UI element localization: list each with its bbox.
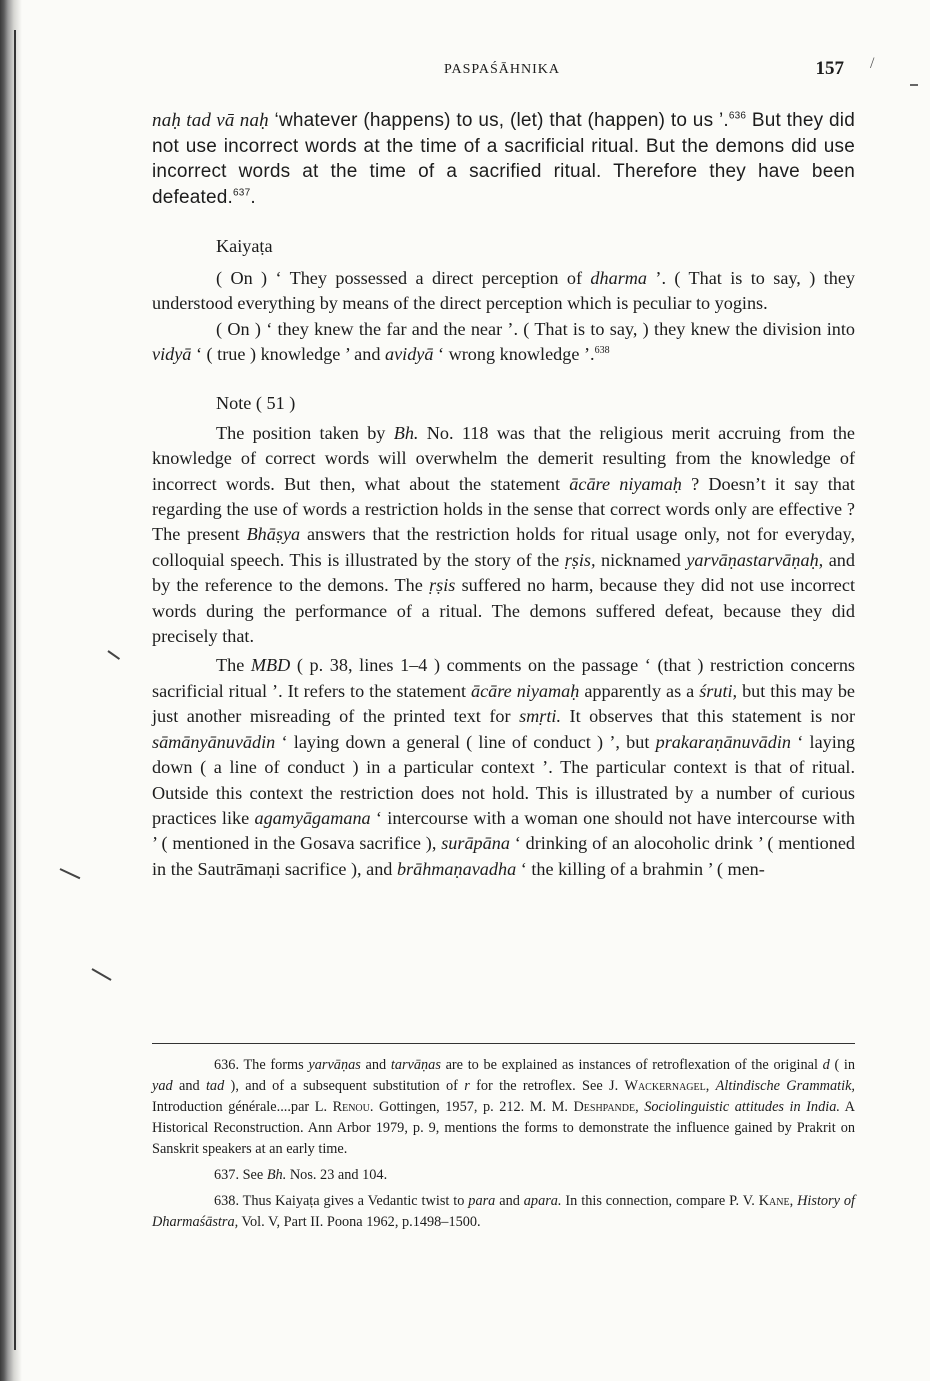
footnote-ref: 636 [728, 110, 747, 122]
text-run: ‘ drinking of an alocoholic drink ’ ( mentioned in the Sautrāmaṇi sacrifice ), and [152, 833, 855, 879]
margin-pencil-mark [92, 968, 112, 981]
sanskrit-term: ācāre niyamaḥ [569, 473, 682, 494]
sanskrit-term: smṛti. [519, 706, 562, 727]
sanskrit-term: yad [152, 1078, 173, 1094]
text-run: But they did not use incorrect words at the time of a sacrificial ritual. But the demons did use incorrect words at the time of a sacrified ritual. Therefore they have been defeated. [152, 110, 855, 208]
sanskrit-term: ācāre niyamaḥ [471, 680, 580, 701]
text-run: for the retroflex. See J. [469, 1078, 625, 1094]
text-run: In this connection, compare P. V. [561, 1193, 759, 1209]
author-name: Deshpande, [573, 1099, 639, 1115]
sanskrit-term: dharma [590, 267, 647, 288]
footnote-637 [152, 1165, 855, 1186]
sanskrit-term: surāpāna [441, 833, 510, 854]
paragraph [152, 653, 855, 882]
author-name: Renou. [332, 1099, 374, 1115]
sanskrit-term: agamyāgamana [254, 807, 371, 828]
text-run: 636. The forms [214, 1057, 309, 1073]
text-run: ‘ ( true ) knowledge ’ and [191, 344, 385, 364]
text-run: No. 118 was that the religious merit accruing from the knowledge of correct words will overwhelm the demerit resulting from the knowledge of incorrect words. But then, what about the statement [152, 422, 855, 494]
text-run: and by the reference to the demons. The [152, 549, 855, 596]
footnotes [152, 1055, 855, 1238]
main-text [152, 108, 855, 882]
text-run: answers that the restriction holds for ritual usage only, not for everyday, colloquial speech. This is illustrated by the story of the [152, 524, 856, 570]
sanskrit-term: brāhmaṇavadha [396, 858, 517, 879]
sanskrit-term: tarvāṇas [390, 1057, 441, 1073]
paragraph-continuation [152, 108, 855, 210]
margin-pencil-mark [107, 650, 120, 660]
paragraph [152, 266, 855, 317]
text-run: ‘ laying down a general ( line of conduct ) ’, but [275, 731, 656, 752]
page-number: 157 [815, 58, 844, 79]
text-run: but this may be just another misreading of the printed text for [152, 680, 855, 727]
margin-mark [910, 84, 918, 86]
binding-edge-line [14, 30, 16, 1350]
sanskrit-term: avidyā [384, 344, 434, 364]
sanskrit-term: d [822, 1057, 830, 1073]
text-run: and [360, 1057, 391, 1073]
sanskrit-term: yarvāṇas [308, 1057, 361, 1073]
text-run: Gottingen, 1957, p. 212. M. M. [373, 1099, 574, 1115]
text-run: and [495, 1193, 524, 1209]
book-title: Altindische Grammatik, [715, 1078, 855, 1094]
text-run: ’. ( That is to say, ) they understood everything by means of the direct perception which is peculiar to yogins. [152, 267, 855, 314]
paragraph [152, 317, 855, 368]
citation: Bh. [393, 422, 419, 443]
text-run: A Historical Reconstruction. Ann Arbor 1979, p. 9, mentions the forms to demonstrate the influence gained by Prakrit on Sanskrit speakers at an early time. [152, 1099, 855, 1157]
sanskrit-term: tad [205, 1078, 225, 1094]
text-run: The position taken by [216, 422, 394, 443]
text-run: apparently as a [579, 680, 700, 701]
running-head: PASPAŚĀHNIKA [443, 62, 560, 77]
text-run: Vol. V, Part II. Poona 1962, p.1498–1500. [238, 1214, 481, 1230]
section-heading-kaiyata: Kaiyaṭa [216, 236, 273, 257]
sanskrit-term: ṛṣis [429, 575, 456, 596]
sanskrit-term: vidyā [152, 344, 192, 364]
text-run: ( p. 38, lines 1–4 ) comments on the passage ‘ (that ) restriction concerns sacrificial ritual ’. It refers to the statement [152, 655, 856, 701]
text-run: ( in [829, 1057, 856, 1073]
text-run: and [172, 1078, 206, 1094]
text-run: Introduction générale....par L. [152, 1099, 333, 1115]
text-run: . [250, 186, 256, 208]
section-heading-note: Note ( 51 ) [216, 393, 296, 414]
margin-mark: / [870, 55, 875, 72]
text-run: ( On ) ‘ they knew the far and the near ’. ( That is to say, ) they knew the division into [216, 318, 855, 339]
sanskrit-term: Bhāṣya [246, 524, 301, 545]
footnote-ref: 638 [594, 344, 610, 356]
text-run: ‘ intercourse with a woman one should not have intercourse with ’ ( mentioned in the Gosava sacrifice ), [152, 807, 855, 854]
footnote-ref: 637 [233, 187, 251, 199]
citation: Bh. [266, 1167, 287, 1183]
text-run: 638. Thus Kaiyaṭa gives a Vedantic twist to [214, 1193, 469, 1209]
text-run: The [216, 655, 251, 676]
text-run: ‘whatever (happens) to us, (let) that (happen) to us ’. [268, 110, 729, 131]
text-run: suffered no harm, because they did not use incorrect words during the performance of a ritual. The demons suffered defeat, because they did precisely that. [152, 575, 855, 647]
sanskrit-term: śruti, [699, 680, 738, 701]
text-run: It observes that this statement is nor [561, 706, 855, 727]
book-title: Sociolinguistic attitudes in India. [644, 1099, 840, 1115]
author-name: Wackernagel, [624, 1078, 710, 1094]
text-run: ‘ laying down ( a line of conduct ) in a particular context ’. The particular context is that of ritual. Outside this context the restriction does not hold. This is illustrated by a number of curious practices like [152, 731, 855, 828]
footnote-638 [152, 1191, 855, 1233]
text-run: ? Doesn’t it say that regarding the use of words a restriction holds in the sense that correct words only are effective ? The present [152, 473, 855, 545]
book-title: History of Dharmaśāstra, [152, 1193, 855, 1230]
paragraph [152, 421, 855, 650]
footnote-636 [152, 1055, 855, 1160]
author-name: Kane, [758, 1193, 794, 1209]
sanskrit-term: naḥ tad vā naḥ [152, 110, 269, 131]
sanskrit-term: prakaraṇānuvādin [655, 731, 792, 752]
book-binding-shadow [0, 0, 22, 1381]
text-run: Nos. 23 and 104. [286, 1167, 388, 1183]
text-run: ), and of a subsequent substitution of [224, 1078, 465, 1094]
text-run: ( On ) ‘ They possessed a direct perception of [216, 267, 591, 288]
sanskrit-term: para [468, 1193, 496, 1209]
sanskrit-term: r [464, 1078, 470, 1094]
sanskrit-term: sāmānyānuvādin [152, 731, 276, 752]
citation: MBD [250, 655, 291, 676]
text-run: ‘ wrong knowledge ’. [433, 344, 595, 364]
text-run: 637. See [214, 1167, 267, 1183]
text-run: are to be explained as instances of retroflexation of the original [440, 1057, 823, 1073]
sanskrit-term: yarvāṇastarvāṇaḥ, [686, 549, 824, 570]
sanskrit-term: ṛṣis, [564, 549, 596, 570]
footnote-divider [152, 1043, 855, 1044]
sanskrit-term: apara. [523, 1193, 562, 1209]
margin-pencil-mark [60, 868, 81, 879]
page-header [152, 58, 852, 82]
text-run: nicknamed [595, 549, 687, 570]
text-run: ‘ the killing of a brahmin ’ ( men- [516, 858, 765, 879]
